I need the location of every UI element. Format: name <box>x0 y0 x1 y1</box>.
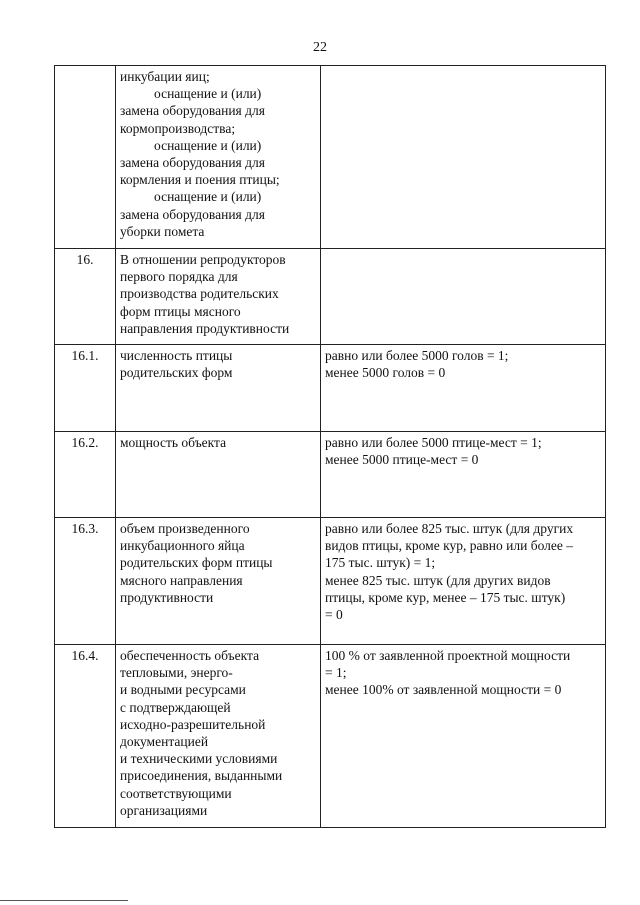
criterion-cell <box>116 249 321 345</box>
criterion-line: оснащение и (или) <box>154 189 262 205</box>
value-line: менее 5000 голов = 0 <box>325 365 446 381</box>
row-number-cell: 16. <box>55 249 116 345</box>
criterion-line: родительских форм птицы <box>120 555 273 571</box>
criterion-line: продуктивности <box>120 589 214 605</box>
criterion-line: и техническими условиями <box>120 751 278 767</box>
criteria-table <box>54 65 606 828</box>
row-number-cell: 16.1. <box>55 345 116 432</box>
criterion-line: кормления и поения птицы; <box>120 172 280 188</box>
criterion-line: и водными ресурсами <box>120 682 246 698</box>
criterion-line: мясного направления <box>120 572 243 588</box>
table-row-16-2 <box>55 432 606 518</box>
table-row-continuation <box>55 66 606 249</box>
value-line: менее 825 тыс. штук (для других видов <box>325 572 551 588</box>
criterion-line: тепловыми, энерго- <box>120 665 233 681</box>
criterion-line: инкубации яиц; <box>120 69 210 84</box>
criterion-line: уборки помета <box>120 223 205 239</box>
criterion-line: направления продуктивности <box>120 320 290 336</box>
criterion-line: исходно-разрешительной <box>120 716 266 732</box>
value-cell <box>321 345 606 432</box>
criterion-line: оснащение и (или) <box>154 86 262 102</box>
criterion-cell <box>116 432 321 518</box>
value-line: 175 тыс. штук) = 1; <box>325 555 436 571</box>
table-row-16-1 <box>55 345 606 432</box>
criterion-line: организациями <box>120 802 208 818</box>
criterion-line: численность птицы <box>120 348 233 363</box>
value-line: = 0 <box>325 607 343 623</box>
criterion-line: обеспеченность объекта <box>120 648 260 663</box>
criterion-line: В отношении репродукторов <box>120 252 286 267</box>
value-line: птицы, кроме кур, менее – 175 тыс. штук) <box>325 589 566 605</box>
value-cell <box>321 518 606 645</box>
value-cell <box>321 249 606 345</box>
criterion-line: объем произведенного <box>120 521 250 536</box>
row-number-cell <box>55 66 116 249</box>
criterion-line: производства родительских <box>120 286 279 302</box>
criterion-cell <box>116 66 321 249</box>
value-line: 100 % от заявленной проектной мощности <box>325 648 571 663</box>
criterion-line: оснащение и (или) <box>154 137 262 153</box>
value-cell <box>321 66 606 249</box>
value-line: равно или более 5000 птице-мест = 1; <box>325 435 542 450</box>
page-number: 22 <box>313 40 327 55</box>
criterion-line: мощность объекта <box>120 435 227 450</box>
row-number-cell: 16.3. <box>55 518 116 645</box>
criterion-line: замена оборудования для <box>120 155 265 171</box>
criterion-line: кормопроизводства; <box>120 120 236 136</box>
criterion-line: документацией <box>120 734 209 750</box>
value-line: видов птицы, кроме кур, равно или более – <box>325 538 574 554</box>
row-number-cell: 16.4. <box>55 645 116 828</box>
criterion-line: замена оборудования для <box>120 206 265 222</box>
value-line: равно или более 5000 голов = 1; <box>325 348 509 363</box>
value-line: = 1; <box>325 665 347 681</box>
criterion-cell <box>116 645 321 828</box>
criterion-line: форм птицы мясного <box>120 303 241 319</box>
row-number-cell: 16.2. <box>55 432 116 518</box>
criterion-line: с подтверждающей <box>120 699 231 715</box>
criterion-line: соответствующими <box>120 785 232 801</box>
value-cell <box>321 645 606 828</box>
table-row-16-4 <box>55 645 606 828</box>
criterion-cell <box>116 345 321 432</box>
value-cell <box>321 432 606 518</box>
table-row-16-3 <box>55 518 606 645</box>
value-line: менее 100% от заявленной мощности = 0 <box>325 682 562 698</box>
footer-divider <box>0 900 128 901</box>
value-line: равно или более 825 тыс. штук (для других <box>325 521 574 536</box>
criterion-cell <box>116 518 321 645</box>
value-line: менее 5000 птице-мест = 0 <box>325 452 479 468</box>
criterion-line: замена оборудования для <box>120 103 265 119</box>
criterion-line: инкубационного яйца <box>120 538 245 554</box>
criterion-line: родительских форм <box>120 365 233 381</box>
criterion-line: первого порядка для <box>120 269 238 285</box>
criterion-line: присоединения, выданными <box>120 768 283 784</box>
table-row-16 <box>55 249 606 345</box>
